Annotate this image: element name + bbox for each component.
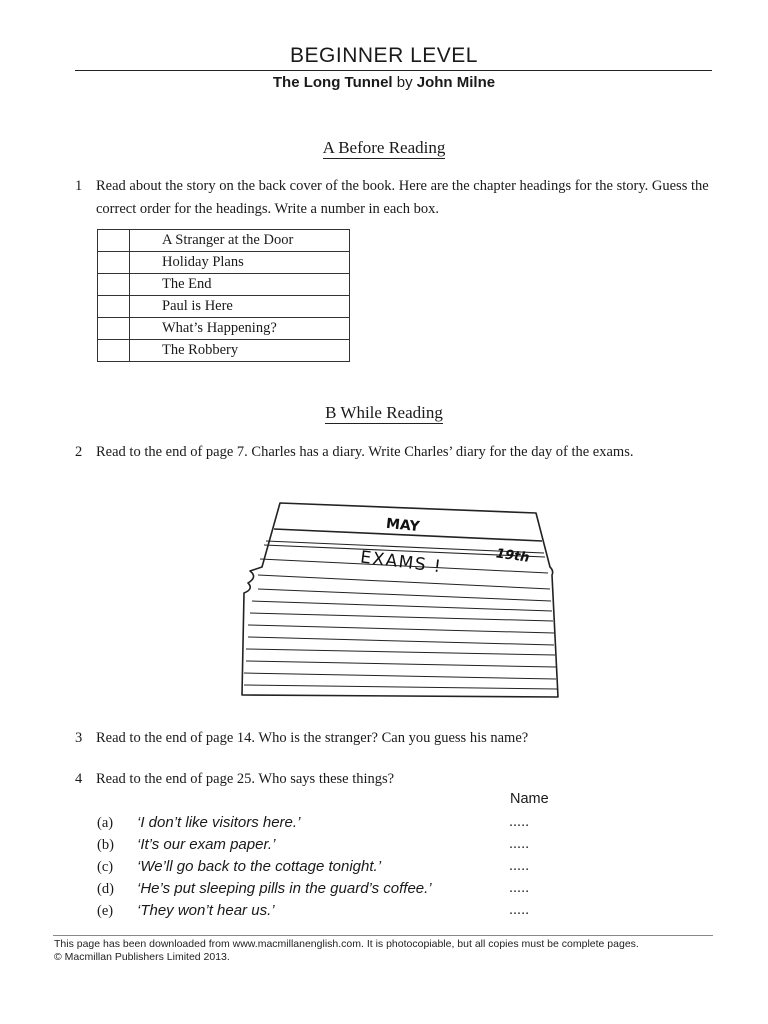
book-title: The Long Tunnel [272, 74, 393, 91]
item-label: (b) [97, 837, 114, 853]
number-box[interactable] [98, 230, 130, 252]
table-row [98, 340, 350, 362]
table-row [98, 296, 350, 318]
chapter-heading: A Stranger at the Door [130, 230, 350, 252]
question-text: Read to the end of page 7. Charles has a diary. Write Charles’ diary for the day of the exams. [96, 444, 634, 460]
item-quote: ‘He’s put sleeping pills in the guard’s coffee.’ [137, 880, 432, 897]
page-title: BEGINNER LEVEL [290, 44, 478, 67]
question-1 [75, 175, 715, 221]
number-box[interactable] [98, 318, 130, 340]
section-before-reading-title: A Before Reading [322, 138, 446, 157]
number-box[interactable] [98, 340, 130, 362]
chapter-heading: The End [130, 274, 350, 296]
list-item [0, 858, 768, 880]
question-number: 4 [75, 771, 83, 787]
item-label: (e) [97, 903, 114, 919]
table-row [98, 230, 350, 252]
section-before-reading [0, 138, 768, 158]
number-box[interactable] [98, 252, 130, 274]
chapter-heading: The Robbery [130, 340, 350, 362]
diary-page-illustration [238, 495, 568, 705]
answer-blank[interactable]: ..... [509, 880, 530, 896]
question-text: Read to the end of page 14. Who is the stranger? Can you guess his name? [96, 730, 529, 746]
number-box[interactable] [98, 274, 130, 296]
diary-entry: EXAMS ! [359, 547, 444, 578]
list-item [0, 902, 768, 924]
diary-day: 19th [495, 546, 531, 566]
table-row [98, 252, 350, 274]
list-item [0, 880, 768, 902]
item-quote: ‘I don’t like visitors here.’ [137, 814, 301, 831]
answer-blank[interactable]: ..... [509, 814, 530, 830]
question-number: 2 [75, 444, 83, 460]
section-while-reading-title: B While Reading [325, 403, 443, 422]
answer-blank[interactable]: ..... [509, 902, 530, 918]
question-number: 1 [75, 178, 83, 194]
book-author: John Milne [416, 74, 496, 91]
question-text: Read to the end of page 25. Who says these things? [96, 771, 395, 787]
list-item [0, 814, 768, 836]
footer-notice: This page has been downloaded from www.macmillanenglish.com. It is photocopiable, but all copies must be complete pages. [54, 938, 639, 950]
item-quote: ‘It’s our exam paper.’ [137, 836, 276, 853]
question-2 [75, 441, 715, 464]
item-quote: ‘We’ll go back to the cottage tonight.’ [137, 858, 382, 875]
item-label: (a) [97, 815, 114, 831]
list-item [0, 836, 768, 858]
section-while-reading [0, 403, 768, 423]
name-column-header: Name [510, 791, 549, 807]
diary-month: MAY [385, 515, 421, 536]
chapter-heading: What’s Happening? [130, 318, 350, 340]
number-box[interactable] [98, 296, 130, 318]
header-divider [75, 70, 712, 71]
answer-blank[interactable]: ..... [509, 858, 530, 874]
footer-divider [53, 935, 713, 936]
question-4 [75, 768, 715, 791]
item-quote: ‘They won’t hear us.’ [137, 902, 275, 919]
chapter-headings-table [97, 229, 350, 362]
question-number: 3 [75, 730, 83, 746]
book-title-line [0, 74, 768, 91]
chapter-heading: Holiday Plans [130, 252, 350, 274]
by-word: by [396, 74, 413, 91]
footer [54, 938, 754, 964]
item-label: (c) [97, 859, 114, 875]
table-row [98, 274, 350, 296]
chapter-heading: Paul is Here [130, 296, 350, 318]
question-3 [75, 727, 715, 750]
answer-blank[interactable]: ..... [509, 836, 530, 852]
item-label: (d) [97, 881, 114, 897]
table-row [98, 318, 350, 340]
footer-copyright: © Macmillan Publishers Limited 2013. [54, 951, 230, 963]
question-text: Read about the story on the back cover of the book. Here are the chapter headings for the story. Guess the correct order for the headings. Write a number in each box. [96, 178, 709, 217]
